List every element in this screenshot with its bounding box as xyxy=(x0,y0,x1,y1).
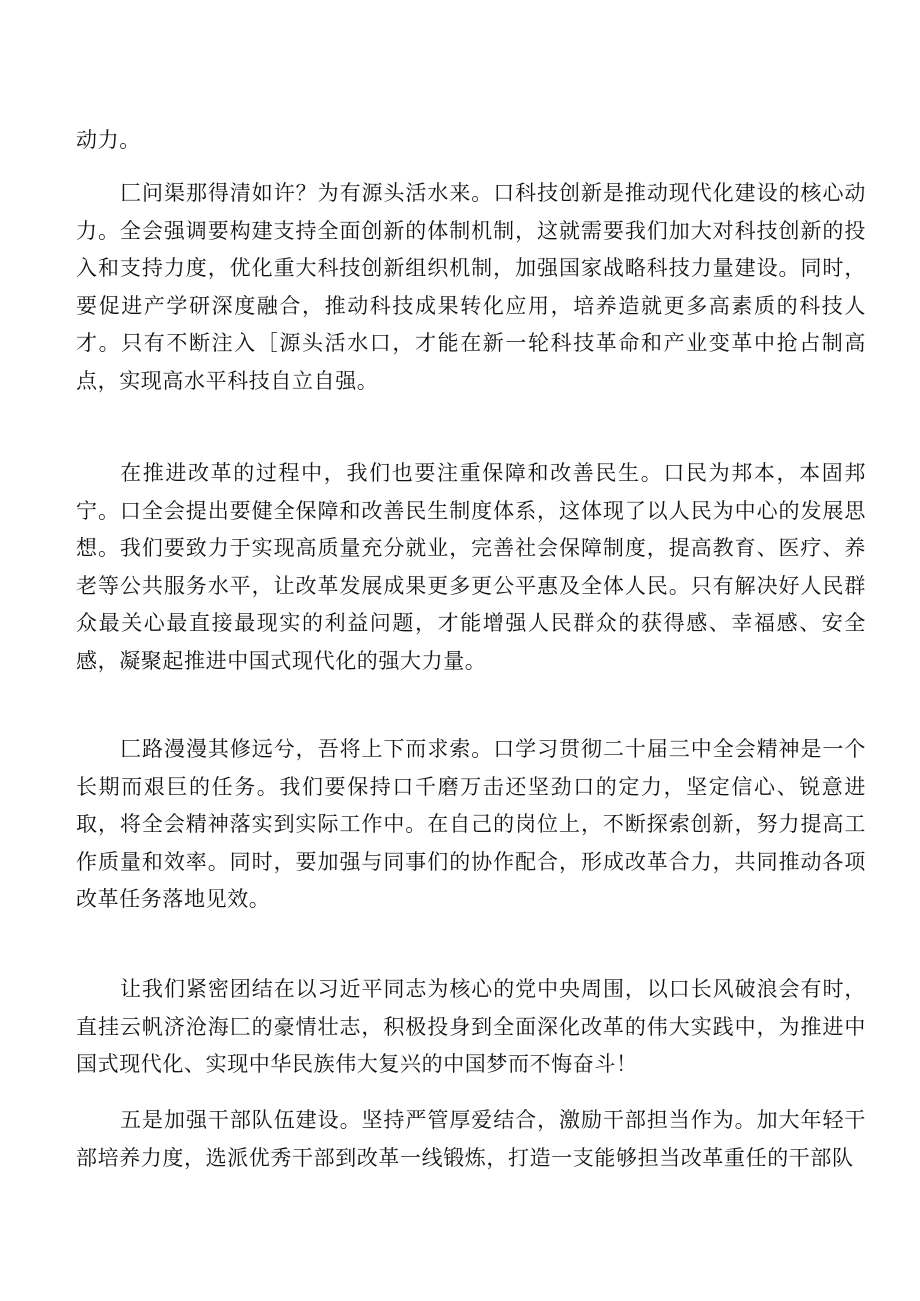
paragraph-livelihood: 在推进改革的过程中，我们也要注重保障和改善民生。口民为邦本，本固邦宁。口全会提出要健全保障和改善民生制度体系，这体现了以人民为中心的发展思想。我们要致力于实现高质量充分就业，完善社会保障制度，提高教育、医疗、养老等公共服务水平，让改革发展成果更多更公平惠及全体人民。只有解决好人民群众最关心最直接最现实的利益问题，才能增强人民群众的获得感、幸福感、安全感，凝聚起推进中国式现代化的强大力量。 xyxy=(76,461,866,673)
paragraph-call-to-action: 让我们紧密团结在以习近平同志为核心的党中央周围，以口长风破浪会有时，直挂云帆济沧海匚的豪情壮志，积极投身到全面深化改革的伟大实践中，为推进中国式现代化、实现中华民族伟大复兴的中国梦而不悔奋斗！ xyxy=(76,977,866,1076)
paragraph-continuation: 动力。 xyxy=(76,128,141,152)
paragraph-cadre-building: 五是加强干部队伍建设。坚持严管厚爱结合，激励干部担当作为。加大年轻干部培养力度，选派优秀干部到改革一线锻炼，打造一支能够担当改革重任的干部队 xyxy=(76,1108,866,1170)
paragraph-long-road: 匚路漫漫其修远兮，吾将上下而求索。口学习贯彻二十届三中全会精神是一个长期而艰巨的任务。我们要保持口千磨万击还坚劲口的定力，坚定信心、锐意进取，将全会精神落实到实际工作中。在自己的岗位上，不断探索创新，努力提高工作质量和效率。同时，要加强与同事们的协作配合，形成改革合力，共同推动各项改革任务落地见效。 xyxy=(76,737,866,911)
paragraph-tech-innovation: 匚问渠那得清如许？为有源头活水来。口科技创新是推动现代化建设的核心动力。全会强调要构建支持全面创新的体制机制，这就需要我们加大对科技创新的投入和支持力度，优化重大科技创新组织机制，加强国家战略科技力量建设。同时，要促进产学研深度融合，推动科技成果转化应用，培养造就更多高素质的科技人才。只有不断注入［源头活水口，才能在新一轮科技革命和产业变革中抢占制高点，实现高水平科技自立自强。 xyxy=(76,181,866,393)
